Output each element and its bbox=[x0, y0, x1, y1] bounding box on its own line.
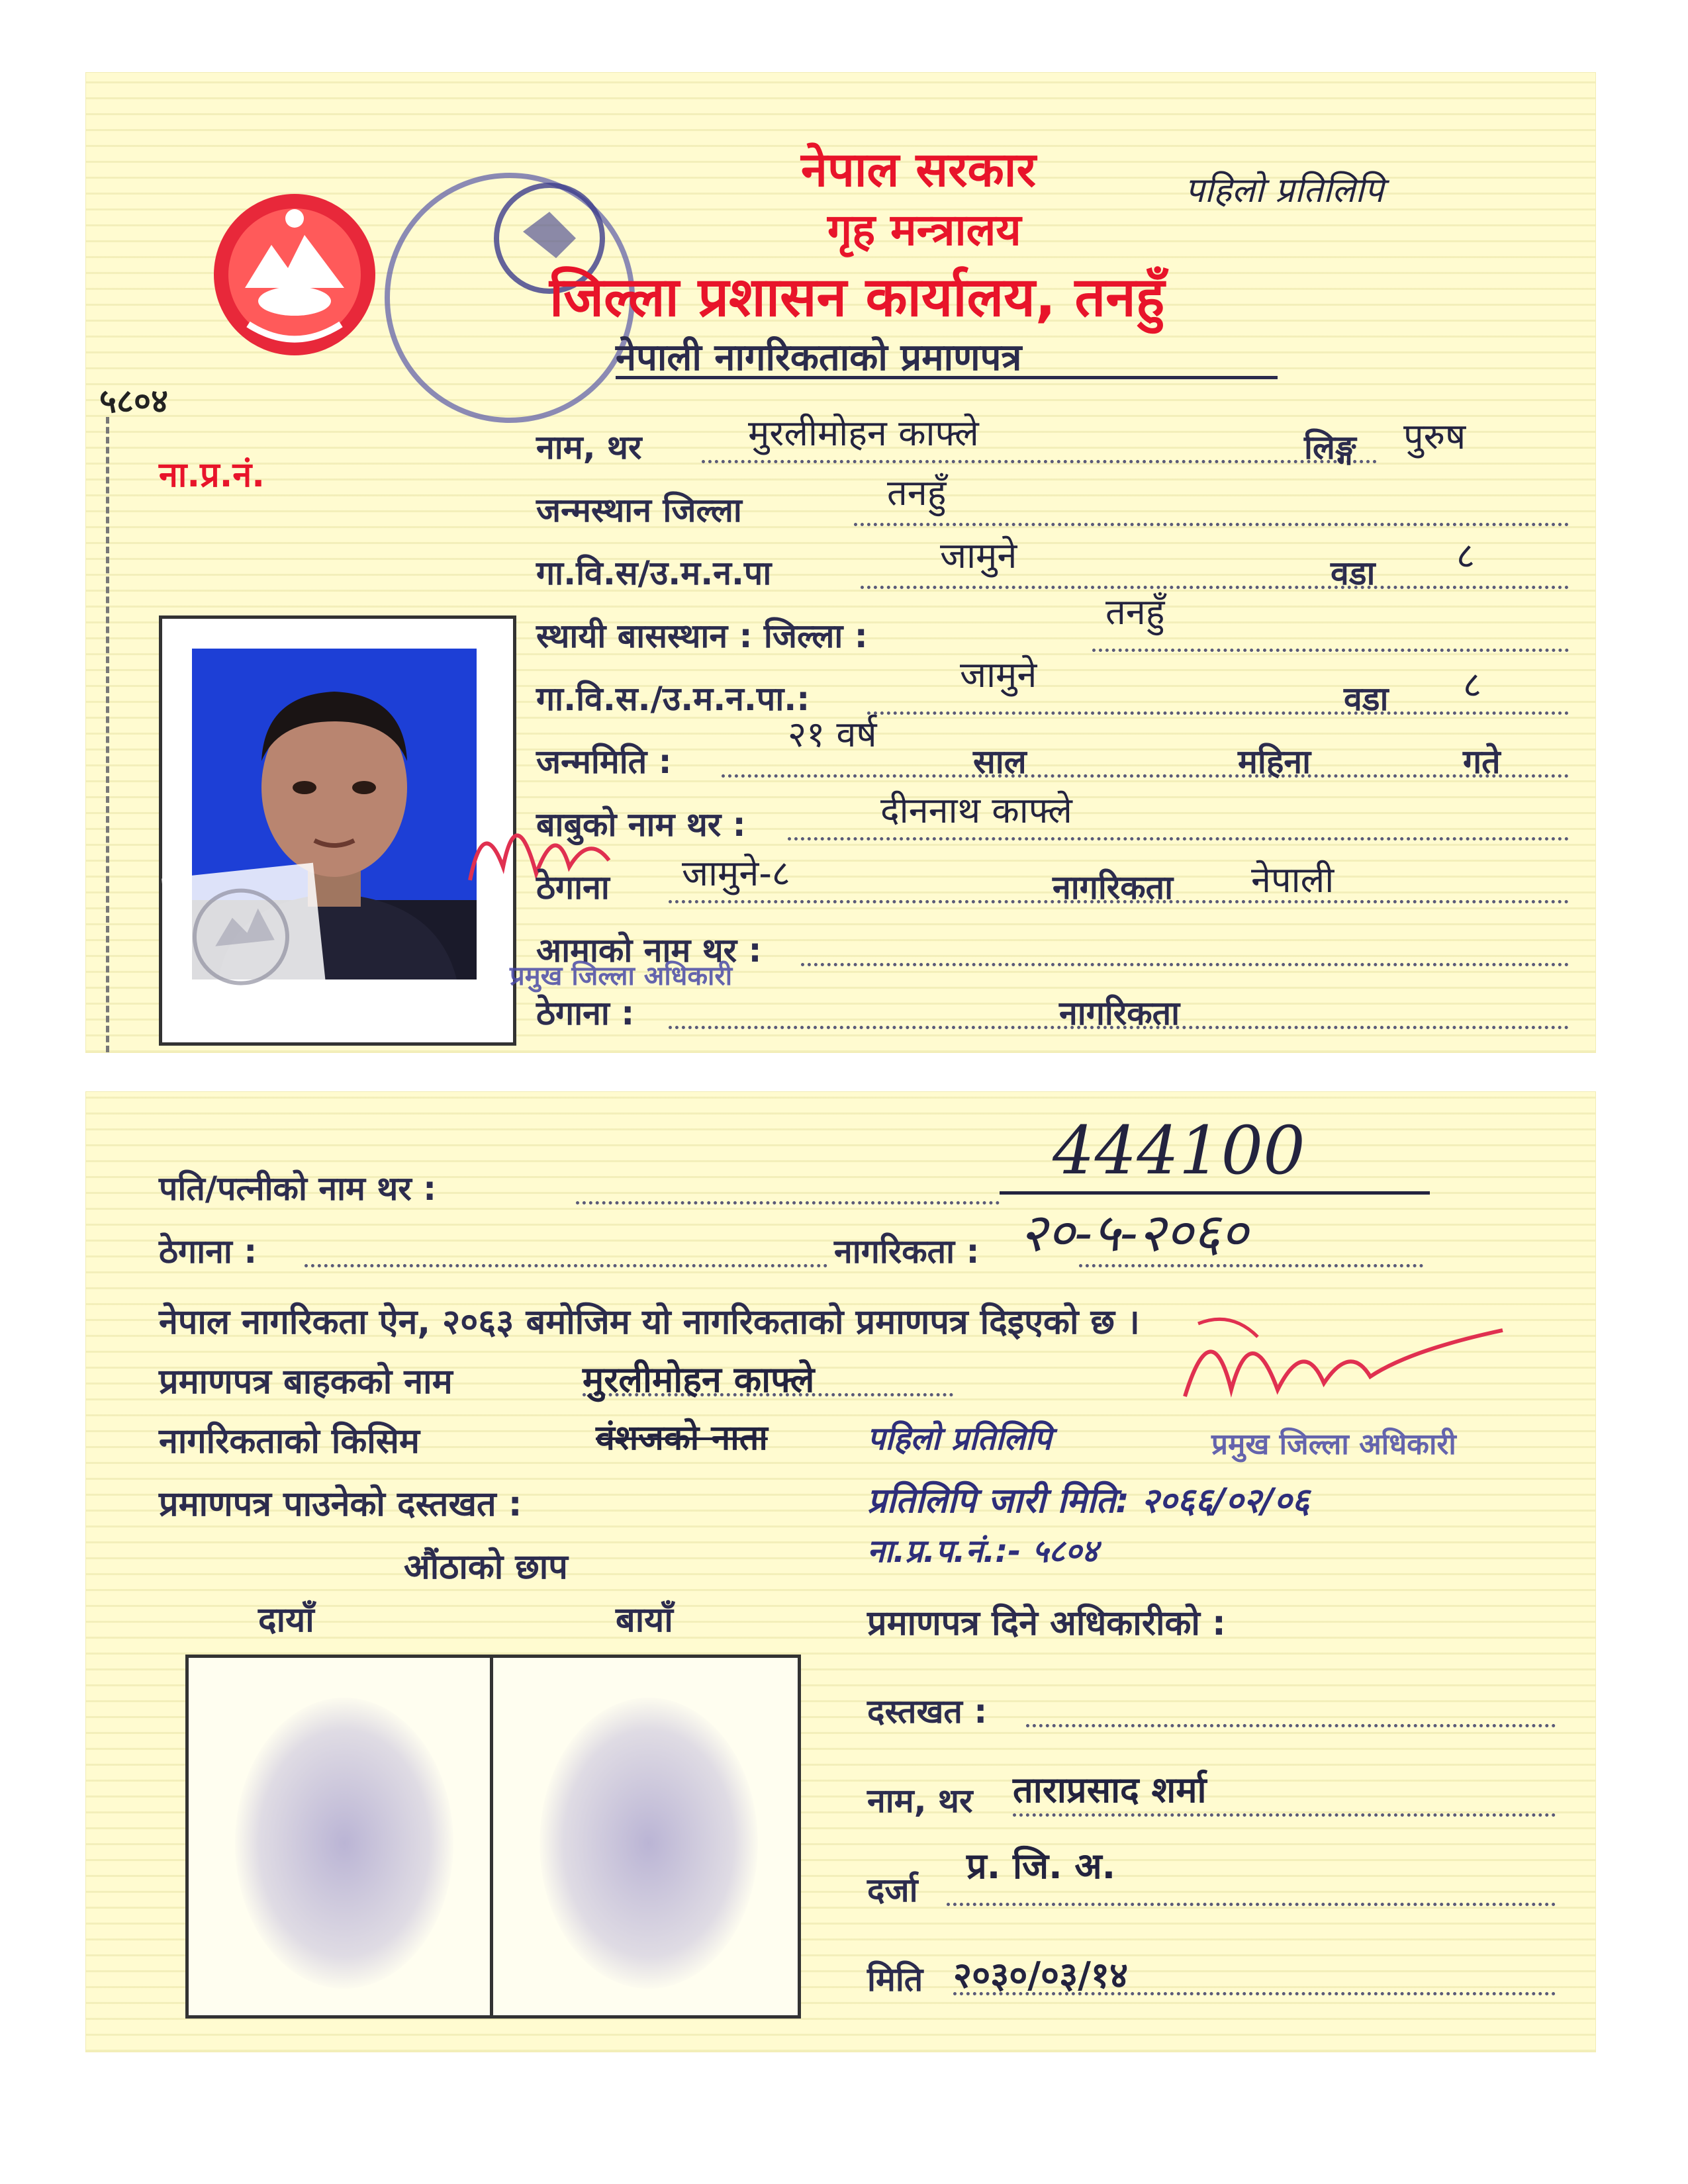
margin-line bbox=[106, 417, 109, 1052]
napp-number: ना.प्र.प.नं.:- ५८०४ bbox=[867, 1533, 1098, 1570]
holder-value: मुरलीमोहन काफ्ले bbox=[583, 1359, 815, 1400]
ward2-value: ८ bbox=[1463, 664, 1482, 705]
serial-number: ५८०४ bbox=[99, 382, 168, 420]
vdc2-label: गा.वि.स./उ.म.न.पा.: bbox=[536, 680, 810, 718]
certificate-back bbox=[86, 1092, 1595, 2052]
address2-label: ठेगाना : bbox=[536, 994, 635, 1032]
name-label: नाम, थर bbox=[536, 428, 642, 467]
gender-label: लिङ्ग bbox=[1304, 428, 1356, 467]
vdc-label: गा.वि.स/उ.म.न.पा bbox=[536, 554, 772, 592]
right-thumb-label: दायाँ bbox=[258, 1600, 314, 1640]
dotted-line bbox=[861, 586, 1569, 589]
month-label: महिना bbox=[1238, 743, 1311, 781]
rank-value: प्र. जि. अ. bbox=[966, 1845, 1116, 1887]
birth-district-value: तनहुँ bbox=[887, 472, 947, 514]
dotted-line bbox=[854, 523, 1569, 526]
year-label: साल bbox=[973, 743, 1027, 781]
holder-sign-label: प्रमाणपत्र पाउनेको दस्तखत : bbox=[159, 1484, 522, 1524]
thumbprint-box-right bbox=[185, 1655, 496, 2019]
dob-label: जन्ममिति : bbox=[536, 743, 672, 781]
perm-district-value: तनहुँ bbox=[1105, 591, 1165, 633]
perm-residence-label: स्थायी बासस्थान : जिल्ला : bbox=[536, 617, 868, 655]
address-label: ठेगाना bbox=[536, 868, 610, 907]
citizenship-value: नेपाली bbox=[1251, 859, 1335, 901]
type-value: वंशजको नाता bbox=[596, 1418, 768, 1458]
spouse-label: पति/पत्नीको नाम थर : bbox=[159, 1169, 437, 1208]
mother-label: आमाको नाम थर : bbox=[536, 931, 762, 970]
ward2-label: वडा bbox=[1344, 680, 1389, 718]
nepal-emblem-icon bbox=[209, 189, 381, 361]
dotted-line bbox=[947, 1903, 1556, 1906]
sign-label: दस्तखत : bbox=[867, 1692, 988, 1731]
cert-title: नेपाली नागरिकताको प्रमाणपत्र bbox=[616, 336, 1022, 379]
certificate-front bbox=[86, 73, 1595, 1052]
office-title: जिल्ला प्रशासन कार्यालय, तनहुँ bbox=[549, 266, 1165, 329]
gov-title: नेपाल सरकार bbox=[801, 142, 1036, 197]
officer-name-label: नाम, थर bbox=[867, 1782, 973, 1820]
back-address-label: ठेगाना : bbox=[159, 1232, 258, 1271]
ward-label: वडा bbox=[1331, 554, 1376, 592]
father-value: दीननाथ काफ्ले bbox=[880, 790, 1072, 831]
ward-value: ८ bbox=[1456, 535, 1476, 576]
dotted-line bbox=[722, 774, 1569, 778]
officer-signature-icon bbox=[1172, 1297, 1516, 1430]
title-underline bbox=[616, 376, 1278, 379]
birth-district-label: जन्मस्थान जिल्ला bbox=[536, 491, 742, 529]
seal-icon bbox=[162, 863, 328, 1024]
dotted-line bbox=[1079, 1264, 1423, 1267]
name-value: मुरलीमोहन काफ्ले bbox=[748, 412, 979, 454]
ministry-title: गृह मन्त्रालय bbox=[827, 205, 1021, 255]
gender-value: पुरुष bbox=[1403, 416, 1466, 457]
dotted-line bbox=[801, 963, 1569, 966]
dotted-line bbox=[867, 711, 1569, 715]
copy-date: प्रतिलिपि जारी मिति: २०६६/०२/०६ bbox=[867, 1481, 1310, 1521]
dotted-line bbox=[576, 1201, 1000, 1205]
nap-label: ना.प्र.नं. bbox=[159, 455, 265, 495]
dotted-line bbox=[788, 837, 1569, 841]
copy-stamp: पहिलो प्रतिलिपि bbox=[867, 1420, 1052, 1457]
back-citizenship-label: नागरिकता : bbox=[834, 1232, 980, 1271]
citizenship-label: नागरिकता bbox=[1053, 868, 1174, 907]
right-thumbprint bbox=[235, 1698, 453, 1989]
father-label: बाबुको नाम थर : bbox=[536, 805, 746, 844]
copy-note: पहिलो प्रतिलिपि bbox=[1185, 171, 1384, 210]
hand-number: 444100 bbox=[1053, 1112, 1305, 1189]
dotted-line bbox=[1092, 649, 1569, 652]
back-officer-stamp: प्रमुख जिल्ला अधिकारी bbox=[1211, 1428, 1456, 1461]
rank-label: दर्जा bbox=[867, 1871, 918, 1909]
act-statement: नेपाल नागरिकता ऐन, २०६३ बमोजिम यो नागरिकताको प्रमाणपत्र दिइएको छ । bbox=[159, 1302, 1140, 1342]
photo-seal bbox=[162, 863, 328, 1024]
address-value: जामुने-८ bbox=[682, 852, 790, 894]
date-value: २०३०/०३/१४ bbox=[953, 1954, 1129, 1996]
dotted-line bbox=[1026, 1724, 1556, 1727]
dotted-line bbox=[305, 1264, 827, 1267]
officer-label: प्रमाणपत्र दिने अधिकारीको : bbox=[867, 1604, 1226, 1643]
thumbprint-box-left bbox=[490, 1655, 801, 2019]
dotted-line bbox=[702, 460, 1377, 463]
left-thumbprint bbox=[539, 1698, 758, 1989]
hand-date: २०-५-२०६० bbox=[1019, 1202, 1248, 1263]
officer-name-value: ताराप्रसाद शर्मा bbox=[1013, 1769, 1207, 1811]
type-label: नागरिकताको किसिम bbox=[159, 1422, 420, 1461]
date-label: मिति bbox=[867, 1960, 923, 1999]
left-thumb-label: बायाँ bbox=[616, 1600, 673, 1640]
holder-label: प्रमाणपत्र बाहकको नाम bbox=[159, 1362, 453, 1402]
day-label: गते bbox=[1463, 743, 1501, 781]
dob-value: २१ वर्ष bbox=[788, 713, 877, 755]
dotted-line bbox=[1013, 1813, 1556, 1817]
vdc2-value: जामुने bbox=[960, 654, 1037, 696]
thumb-label: औंठाको छाप bbox=[404, 1547, 568, 1587]
citizenship2-label: नागरिकता bbox=[1059, 994, 1180, 1032]
officer-stamp: प्रमुख जिल्ला अधिकारी bbox=[510, 961, 733, 991]
vdc-value: जामुने bbox=[940, 535, 1017, 576]
